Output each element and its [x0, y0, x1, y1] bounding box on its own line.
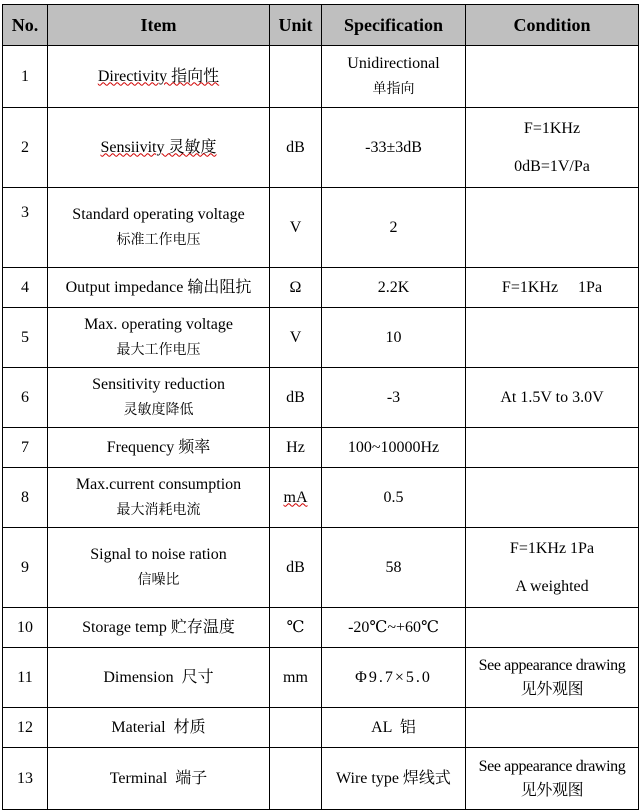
row-number: 2: [3, 108, 48, 188]
unit-cell: dB: [270, 528, 322, 608]
unit-label: mA: [283, 488, 308, 506]
condition-cell: [466, 308, 639, 368]
spec-cell: 58: [322, 528, 466, 608]
condition-cell: [466, 108, 639, 188]
item-cell: [48, 46, 270, 108]
item-cell: Terminal 端子: [48, 748, 270, 810]
item-label-cn: 灵敏度降低: [123, 402, 194, 418]
table-row: [3, 46, 639, 108]
row-number: 8: [3, 468, 48, 528]
spec-cell: 0.5: [322, 468, 466, 528]
row-number: 4: [3, 268, 48, 308]
table-row: [3, 428, 639, 468]
unit-cell: [270, 748, 322, 810]
item-cell: Dimension 尺寸: [48, 648, 270, 708]
item-label: Standard operating voltage: [72, 205, 245, 223]
table-row: [3, 748, 639, 810]
table-row: [3, 708, 639, 748]
table-body: [3, 46, 639, 810]
condition-cell: [466, 528, 639, 608]
item-cell: [48, 528, 270, 608]
spec-cell: -20℃~+60℃: [322, 608, 466, 648]
item-label: Signal to noise ration: [90, 545, 227, 563]
item-label-cn: 信噪比: [137, 572, 180, 588]
condition-value-2: 见外观图: [520, 781, 584, 799]
table-row: [3, 608, 639, 648]
row-number: 9: [3, 528, 48, 608]
item-cell: [48, 188, 270, 268]
spec-cell: -33±3dB: [322, 108, 466, 188]
unit-cell: Ω: [270, 268, 322, 308]
item-cell: Storage temp 贮存温度: [48, 608, 270, 648]
item-label: Directivity 指向性: [97, 67, 220, 85]
row-number: 12: [3, 708, 48, 748]
condition-cell: At 1.5V to 3.0V: [466, 368, 639, 428]
row-number: 11: [3, 648, 48, 708]
item-label: Sensitivity reduction: [92, 375, 225, 393]
row-number: 10: [3, 608, 48, 648]
header-no: No.: [3, 5, 48, 46]
condition-value: F=1KHz: [523, 119, 581, 137]
unit-cell: Hz: [270, 428, 322, 468]
condition-cell: [466, 608, 639, 648]
spec-cell: Φ9.7×5.0: [322, 648, 466, 708]
header-condition: Condition: [466, 5, 639, 46]
condition-cell: [466, 708, 639, 748]
condition-cell: [466, 46, 639, 108]
header-specification: Specification: [322, 5, 466, 46]
spec-cell: [322, 46, 466, 108]
row-number: 5: [3, 308, 48, 368]
spec-cell: 10: [322, 308, 466, 368]
item-cell: [48, 368, 270, 428]
specification-table: [2, 4, 639, 810]
condition-value-2: 0dB=1V/Pa: [514, 157, 590, 175]
condition-value-2: A weighted: [515, 577, 589, 595]
table-row: [3, 648, 639, 708]
table-row: [3, 308, 639, 368]
unit-cell: dB: [270, 108, 322, 188]
condition-value: F=1KHz 1Pa: [509, 539, 595, 557]
row-number: 13: [3, 748, 48, 810]
spec-cell: Wire type 焊线式: [322, 748, 466, 810]
item-cell: Frequency 频率: [48, 428, 270, 468]
condition-value: See appearance drawing: [478, 757, 626, 775]
table-row: [3, 368, 639, 428]
spec-value-cn: 单指向: [372, 81, 415, 97]
item-label: Max. operating voltage: [84, 315, 233, 333]
header-row: [3, 5, 639, 46]
row-number: 6: [3, 368, 48, 428]
table-row: [3, 268, 639, 308]
unit-cell: V: [270, 308, 322, 368]
item-cell: [48, 108, 270, 188]
condition-cell: F=1KHz 1Pa: [466, 268, 639, 308]
item-label: Max.current consumption: [75, 475, 242, 493]
unit-cell: [270, 468, 322, 528]
condition-cell: [466, 748, 639, 810]
row-number: 7: [3, 428, 48, 468]
row-number: 3: [3, 188, 48, 268]
spec-cell: 100~10000Hz: [322, 428, 466, 468]
condition-value-2: 见外观图: [520, 680, 584, 698]
table-row: [3, 528, 639, 608]
row-number: 1: [3, 46, 48, 108]
spec-cell: 2.2K: [322, 268, 466, 308]
unit-cell: V: [270, 188, 322, 268]
unit-cell: [270, 46, 322, 108]
table-row: [3, 188, 639, 268]
table-row: [3, 468, 639, 528]
condition-value: See appearance drawing: [478, 656, 626, 674]
spec-cell: -3: [322, 368, 466, 428]
item-label-cn: 标准工作电压: [116, 232, 201, 248]
item-cell: Material 材质: [48, 708, 270, 748]
item-cell: Output impedance 输出阻抗: [48, 268, 270, 308]
unit-cell: dB: [270, 368, 322, 428]
unit-cell: ℃: [270, 608, 322, 648]
header-item: Item: [48, 5, 270, 46]
unit-cell: [270, 708, 322, 748]
item-label-cn: 最大工作电压: [116, 342, 201, 358]
item-cell: [48, 308, 270, 368]
spec-value: Unidirectional: [347, 54, 440, 72]
spec-cell: AL 铝: [322, 708, 466, 748]
condition-cell: [466, 188, 639, 268]
spec-cell: 2: [322, 188, 466, 268]
unit-cell: mm: [270, 648, 322, 708]
item-label: Sensiivity 灵敏度: [100, 138, 217, 156]
condition-cell: [466, 468, 639, 528]
header-unit: Unit: [270, 5, 322, 46]
table-row: [3, 108, 639, 188]
condition-cell: [466, 428, 639, 468]
condition-cell: [466, 648, 639, 708]
item-cell: [48, 468, 270, 528]
item-label-cn: 最大消耗电流: [116, 502, 201, 518]
